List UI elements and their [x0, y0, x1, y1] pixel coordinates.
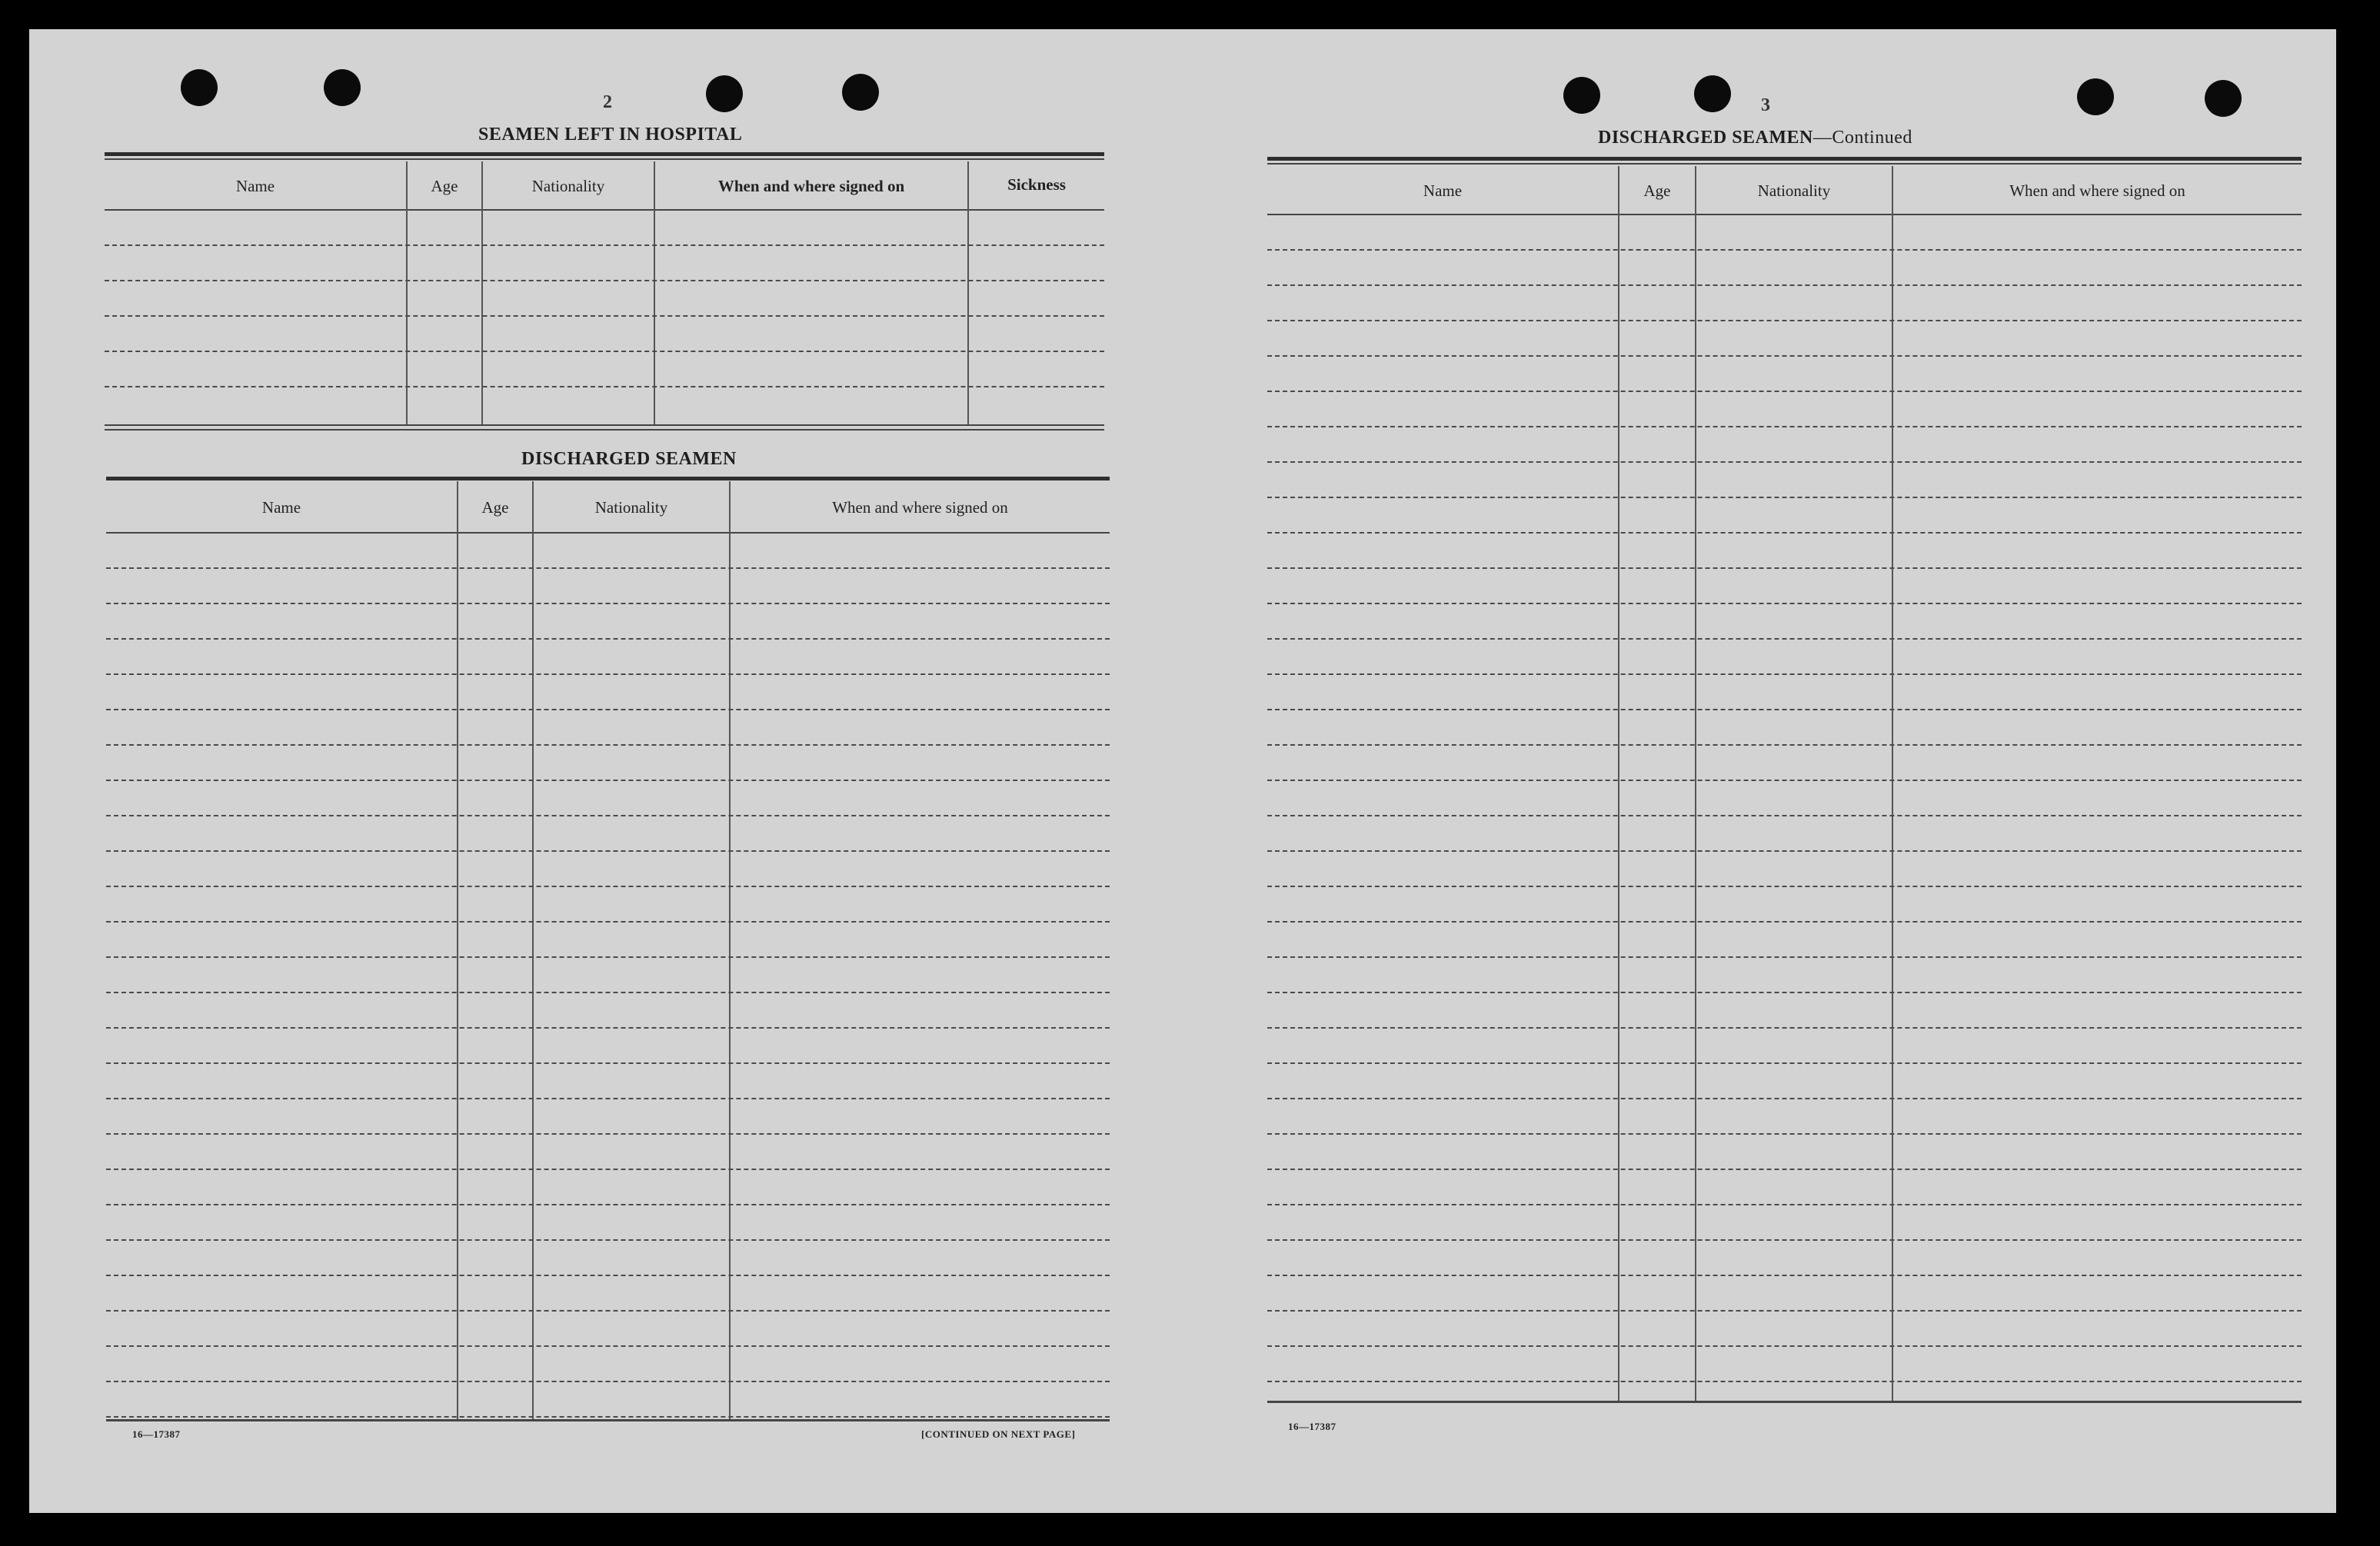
table-row: [1267, 357, 2302, 392]
table-top-rule: [1267, 157, 2302, 161]
table-row: [1267, 392, 2302, 427]
table-row: [1267, 640, 2302, 675]
table-row: [1267, 710, 2302, 746]
punch-hole-7: [2077, 78, 2114, 115]
column-header-signed-on: When and where signed on: [832, 498, 1008, 517]
table-row: [106, 1205, 1110, 1241]
table-row: [106, 1099, 1110, 1135]
table-row: [106, 1241, 1110, 1276]
table-row: [106, 640, 1110, 675]
table-row: [1267, 1135, 2302, 1170]
column-header-name: Name: [1423, 181, 1463, 200]
table-row: [1267, 286, 2302, 321]
table-row: [1267, 321, 2302, 357]
table-row: [105, 281, 1104, 317]
table-row: [1267, 1312, 2302, 1347]
table-row: [1267, 958, 2302, 993]
column-header-signed-on: When and where signed on: [717, 177, 905, 195]
punch-hole-4: [842, 74, 879, 111]
table-row: [1267, 215, 2302, 251]
table-row: [106, 534, 1110, 569]
table-row: [106, 675, 1110, 710]
table-row: [1267, 1029, 2302, 1064]
table-bottom-rule-inner: [105, 429, 1104, 431]
table-row: [1267, 746, 2302, 781]
column-header-sickness: Sickness: [1007, 175, 1066, 194]
column-header-signed-on: When and where signed on: [2009, 181, 2185, 200]
table-row: [106, 887, 1110, 923]
table-row: [106, 993, 1110, 1029]
discharged-rows-left: [106, 534, 1110, 1418]
column-header-name: Name: [261, 498, 301, 517]
table-row: [105, 211, 1104, 246]
table-row: [106, 604, 1110, 640]
table-bottom-rule: [106, 1419, 1110, 1421]
table-row: [1267, 993, 2302, 1029]
table-row: [106, 816, 1110, 852]
discharged-continued-title: [1598, 128, 1912, 148]
table-top-rule: [106, 477, 1110, 480]
page-number-right: 3: [1761, 95, 1770, 115]
table-row: [1267, 887, 2302, 923]
table-top-rule-inner: [1267, 163, 2302, 165]
table-row: [1267, 1064, 2302, 1099]
column-header-age: Age: [431, 177, 458, 195]
table-row: [1267, 1099, 2302, 1135]
discharged-section-title: DISCHARGED SEAMEN: [521, 449, 737, 469]
table-row: [106, 923, 1110, 958]
table-row: [1267, 1241, 2302, 1276]
table-row: [1267, 534, 2302, 569]
table-row: [106, 710, 1110, 746]
table-row: [106, 1064, 1110, 1099]
punch-hole-3: [706, 75, 743, 112]
table-row: [106, 1029, 1110, 1064]
table-row: [1267, 1205, 2302, 1241]
table-row: [1267, 852, 2302, 887]
table-row: [1267, 1170, 2302, 1205]
table-row: [106, 1135, 1110, 1170]
table-row: [106, 852, 1110, 887]
table-row: [105, 246, 1104, 281]
table-row: [1267, 781, 2302, 816]
table-row: [105, 317, 1104, 352]
punch-hole-2: [324, 69, 361, 106]
punch-hole-5: [1563, 77, 1600, 114]
punch-hole-6: [1694, 75, 1731, 112]
table-row: [106, 781, 1110, 816]
hospital-section-title: SEAMEN LEFT IN HOSPITAL: [478, 125, 743, 145]
punch-hole-1: [181, 69, 218, 106]
page-number-left: 2: [603, 92, 612, 112]
table-row: [106, 569, 1110, 604]
discharged-table-right: [1267, 157, 2302, 1418]
table-bottom-rule: [105, 424, 1104, 426]
table-row: [105, 352, 1104, 387]
table-bottom-rule: [1267, 1401, 2302, 1403]
hospital-rows: [105, 211, 1104, 424]
table-row: [1267, 569, 2302, 604]
table-top-rule-inner: [105, 158, 1104, 160]
table-row: [1267, 816, 2302, 852]
table-row: [1267, 1276, 2302, 1312]
table-row: [1267, 427, 2302, 463]
table-row: [106, 958, 1110, 993]
hospital-table: [105, 152, 1104, 460]
table-row: [106, 1382, 1110, 1418]
punch-hole-8: [2205, 80, 2242, 117]
column-header-nationality: Nationality: [594, 498, 668, 517]
discharged-continued-title-main: DISCHARGED SEAMEN: [1598, 128, 1813, 148]
column-header-name: Name: [235, 177, 275, 195]
discharged-continued-title-suffix: —Continued: [1812, 128, 1912, 148]
table-row: [106, 746, 1110, 781]
discharged-table-left: [106, 477, 1110, 1449]
table-row: [1267, 1347, 2302, 1382]
table-row: [1267, 498, 2302, 534]
form-number-left: 16—17387: [132, 1428, 181, 1440]
table-row: [106, 1347, 1110, 1382]
table-row: [106, 1276, 1110, 1312]
column-header-age: Age: [481, 498, 509, 517]
table-top-rule: [105, 152, 1104, 156]
document-sheet: [29, 29, 2336, 1513]
table-row: [106, 1170, 1110, 1205]
column-header-nationality: Nationality: [1757, 181, 1831, 200]
table-row: [1267, 923, 2302, 958]
table-row: [1267, 463, 2302, 498]
table-row: [106, 1312, 1110, 1347]
discharged-rows-right: [1267, 215, 2302, 1399]
column-header-nationality: Nationality: [531, 177, 605, 195]
column-header-age: Age: [1643, 181, 1671, 200]
table-row: [1267, 251, 2302, 286]
form-number-right: 16—17387: [1288, 1421, 1336, 1432]
continued-note: [CONTINUED ON NEXT PAGE]: [921, 1428, 1076, 1440]
table-row: [1267, 675, 2302, 710]
table-row: [1267, 604, 2302, 640]
